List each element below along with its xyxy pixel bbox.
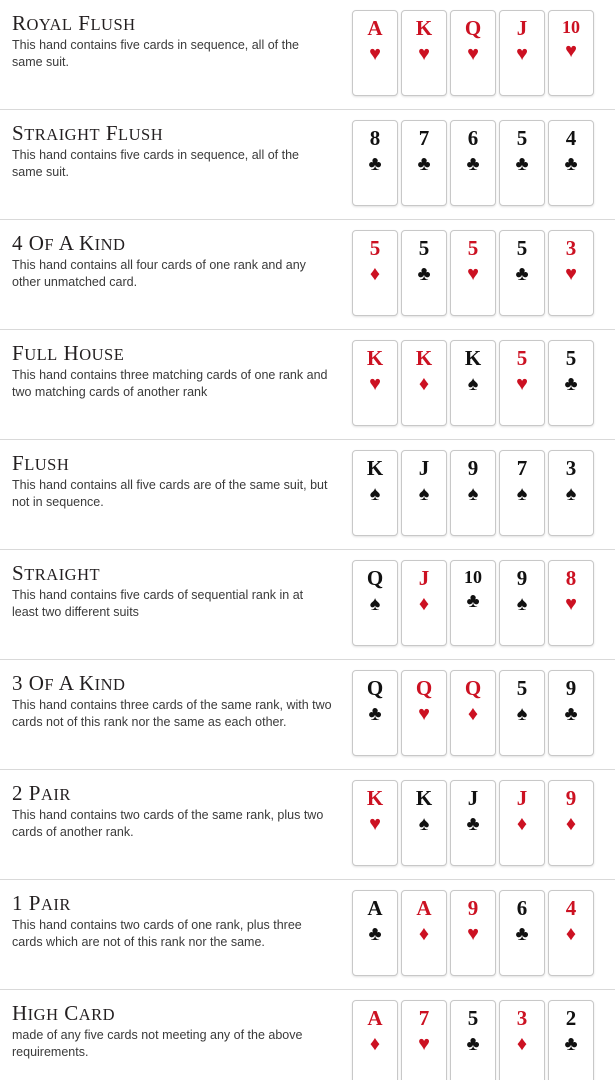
card-rank: 5 [516,236,528,260]
card-rank: K [415,786,433,810]
playing-card[interactable] [401,340,447,426]
playing-card[interactable] [352,340,398,426]
playing-card[interactable] [548,450,594,536]
playing-card[interactable] [352,230,398,316]
hand-rank-row [0,440,615,550]
card-rank: 6 [467,126,479,150]
card-rank: 5 [516,346,528,370]
playing-card[interactable] [352,670,398,756]
card-rank: K [464,346,482,370]
hand-title: ROYAL FLUSH [12,11,136,35]
card-rank: 9 [467,456,479,480]
clubs-suit-icon: ♣ [417,263,431,285]
playing-card[interactable] [352,10,398,96]
playing-card[interactable] [499,560,545,646]
hand-description: This hand contains two cards of one rank, plus three cards which are not of this rank nor the same. [12,918,302,949]
hand-rank-row [0,880,615,990]
hand-description-block [0,778,352,841]
playing-card[interactable] [450,340,496,426]
card-rank: K [366,786,384,810]
card-rank: J [418,566,430,590]
card-rank: 9 [565,676,577,700]
hand-description: This hand contains three matching cards of one rank and two matching cards of another rank [12,368,328,399]
hearts-suit-icon: ♥ [369,813,381,835]
diamonds-suit-icon: ♦ [418,923,430,945]
playing-card[interactable] [548,120,594,206]
spades-suit-icon: ♠ [516,593,528,615]
card-hand [352,338,594,426]
clubs-suit-icon: ♣ [564,703,578,725]
diamonds-suit-icon: ♦ [418,373,430,395]
card-rank: 7 [418,1006,430,1030]
hand-description-block [0,228,352,291]
card-hand [352,668,594,756]
hand-title: STRAIGHT [12,561,101,585]
card-rank: 9 [565,786,577,810]
hearts-suit-icon: ♥ [516,373,528,395]
playing-card[interactable] [548,1000,594,1080]
hand-title: 4 OF A KIND [12,231,126,255]
hearts-suit-icon: ♥ [467,263,479,285]
hand-title: HIGH CARD [12,1001,116,1025]
hand-description-block [0,558,352,621]
playing-card[interactable] [499,1000,545,1080]
playing-card[interactable] [450,10,496,96]
playing-card[interactable] [548,340,594,426]
playing-card[interactable] [548,780,594,866]
playing-card[interactable] [401,120,447,206]
hand-description-block [0,888,352,951]
card-rank: A [367,1006,383,1030]
card-rank: 5 [516,676,528,700]
playing-card[interactable] [401,780,447,866]
hand-rank-row [0,330,615,440]
card-rank: A [416,896,432,920]
card-hand [352,998,594,1080]
card-rank: 5 [467,236,479,260]
card-rank: 6 [516,896,528,920]
hand-description-block [0,118,352,181]
card-hand [352,558,594,646]
spades-suit-icon: ♠ [565,483,577,505]
hand-rank-row [0,110,615,220]
playing-card[interactable] [548,10,594,96]
hand-rank-row [0,550,615,660]
playing-card[interactable] [548,890,594,976]
playing-card[interactable] [401,670,447,756]
card-hand [352,228,594,316]
hand-rank-row [0,660,615,770]
card-hand [352,448,594,536]
hand-description: This hand contains five cards in sequence, all of the same suit. [12,38,299,69]
playing-card[interactable] [450,670,496,756]
clubs-suit-icon: ♣ [368,923,382,945]
card-rank: 5 [369,236,381,260]
clubs-suit-icon: ♣ [466,1033,480,1055]
playing-card[interactable] [401,450,447,536]
hand-description: This hand contains five cards of sequential rank in at least two different suits [12,588,304,619]
hand-description: This hand contains all four cards of one rank and any other unmatched card. [12,258,306,289]
card-hand [352,8,594,96]
playing-card[interactable] [499,780,545,866]
playing-card[interactable] [450,1000,496,1080]
card-rank: 10 [464,567,482,587]
card-rank: 5 [467,1006,479,1030]
hand-title: STRAIGHT FLUSH [12,121,164,145]
playing-card[interactable] [450,780,496,866]
playing-card[interactable] [401,230,447,316]
hand-description-block [0,338,352,401]
playing-card[interactable] [548,560,594,646]
clubs-suit-icon: ♣ [515,263,529,285]
card-rank: Q [366,566,384,590]
card-rank: 3 [565,236,577,260]
playing-card[interactable] [499,230,545,316]
card-rank: 8 [565,566,577,590]
card-rank: A [367,16,383,40]
playing-card[interactable] [450,230,496,316]
spades-suit-icon: ♠ [467,483,479,505]
clubs-suit-icon: ♣ [368,703,382,725]
card-rank: J [418,456,430,480]
hand-description: This hand contains five cards in sequence, all of the same suit. [12,148,299,179]
hand-title: 3 OF A KIND [12,671,126,695]
hand-title: 2 PAIR [12,781,71,805]
playing-card[interactable] [352,1000,398,1080]
playing-card[interactable] [450,560,496,646]
spades-suit-icon: ♠ [369,593,381,615]
card-rank: 5 [516,126,528,150]
card-rank: 5 [565,346,577,370]
playing-card[interactable] [352,890,398,976]
hearts-suit-icon: ♥ [369,373,381,395]
hearts-suit-icon: ♥ [369,43,381,65]
diamonds-suit-icon: ♦ [418,593,430,615]
card-rank: 7 [516,456,528,480]
hand-title: 1 PAIR [12,891,71,915]
card-rank: 3 [516,1006,528,1030]
hearts-suit-icon: ♥ [418,1033,430,1055]
diamonds-suit-icon: ♦ [565,813,577,835]
diamonds-suit-icon: ♦ [516,813,528,835]
card-rank: Q [415,676,433,700]
playing-card[interactable] [352,560,398,646]
playing-card[interactable] [352,780,398,866]
playing-card[interactable] [499,120,545,206]
playing-card[interactable] [450,450,496,536]
hearts-suit-icon: ♥ [418,703,430,725]
card-rank: 3 [565,456,577,480]
hand-description-block [0,668,352,731]
hand-title: FLUSH [12,451,70,475]
hand-description: This hand contains three cards of the same rank, with two cards not of this rank nor the same as each other. [12,698,332,729]
card-rank: 10 [562,17,580,37]
hand-rank-row [0,990,615,1080]
spades-suit-icon: ♠ [418,483,430,505]
clubs-suit-icon: ♣ [515,153,529,175]
hearts-suit-icon: ♥ [467,43,479,65]
spades-suit-icon: ♠ [467,373,479,395]
playing-card[interactable] [499,450,545,536]
clubs-suit-icon: ♣ [515,923,529,945]
card-rank: K [366,456,384,480]
clubs-suit-icon: ♣ [564,373,578,395]
playing-card[interactable] [401,890,447,976]
diamonds-suit-icon: ♦ [369,263,381,285]
playing-card[interactable] [450,890,496,976]
playing-card[interactable] [548,670,594,756]
hand-rank-row [0,220,615,330]
hand-description-block [0,998,352,1061]
playing-card[interactable] [548,230,594,316]
hand-description: This hand contains two cards of the same rank, plus two cards of another rank. [12,808,324,839]
hearts-suit-icon: ♥ [565,40,577,62]
playing-card[interactable] [352,120,398,206]
card-rank: K [415,16,433,40]
playing-card[interactable] [352,450,398,536]
hand-rank-row [0,770,615,880]
hand-title: FULL HOUSE [12,341,125,365]
clubs-suit-icon: ♣ [564,153,578,175]
playing-card[interactable] [401,10,447,96]
playing-card[interactable] [450,120,496,206]
card-rank: 9 [516,566,528,590]
clubs-suit-icon: ♣ [466,590,480,612]
card-rank: 4 [565,126,577,150]
clubs-suit-icon: ♣ [417,153,431,175]
clubs-suit-icon: ♣ [466,813,480,835]
card-rank: J [516,16,528,40]
hand-rank-row [0,0,615,110]
card-rank: 2 [565,1006,577,1030]
card-rank: Q [464,676,482,700]
spades-suit-icon: ♠ [418,813,430,835]
diamonds-suit-icon: ♦ [565,923,577,945]
diamonds-suit-icon: ♦ [369,1033,381,1055]
playing-card[interactable] [401,560,447,646]
hearts-suit-icon: ♥ [467,923,479,945]
spades-suit-icon: ♠ [516,483,528,505]
hand-description: This hand contains all five cards are of the same suit, but not in sequence. [12,478,328,509]
hearts-suit-icon: ♥ [565,593,577,615]
playing-card[interactable] [499,890,545,976]
playing-card[interactable] [499,340,545,426]
clubs-suit-icon: ♣ [368,153,382,175]
card-rank: Q [366,676,384,700]
hand-description: made of any five cards not meeting any of the above requirements. [12,1028,303,1059]
card-rank: A [367,896,383,920]
card-hand [352,778,594,866]
card-hand [352,118,594,206]
hearts-suit-icon: ♥ [565,263,577,285]
spades-suit-icon: ♠ [516,703,528,725]
card-rank: 7 [418,126,430,150]
card-rank: K [415,346,433,370]
playing-card[interactable] [401,1000,447,1080]
card-rank: 9 [467,896,479,920]
card-rank: 5 [418,236,430,260]
hearts-suit-icon: ♥ [418,43,430,65]
hand-description-block [0,8,352,71]
diamonds-suit-icon: ♦ [467,703,479,725]
spades-suit-icon: ♠ [369,483,381,505]
playing-card[interactable] [499,10,545,96]
card-rank: 8 [369,126,381,150]
playing-card[interactable] [499,670,545,756]
card-hand [352,888,594,976]
clubs-suit-icon: ♣ [564,1033,578,1055]
card-rank: J [516,786,528,810]
clubs-suit-icon: ♣ [466,153,480,175]
card-rank: J [467,786,479,810]
hand-description-block [0,448,352,511]
card-rank: Q [464,16,482,40]
diamonds-suit-icon: ♦ [516,1033,528,1055]
card-rank: K [366,346,384,370]
hearts-suit-icon: ♥ [516,43,528,65]
card-rank: 4 [565,896,577,920]
